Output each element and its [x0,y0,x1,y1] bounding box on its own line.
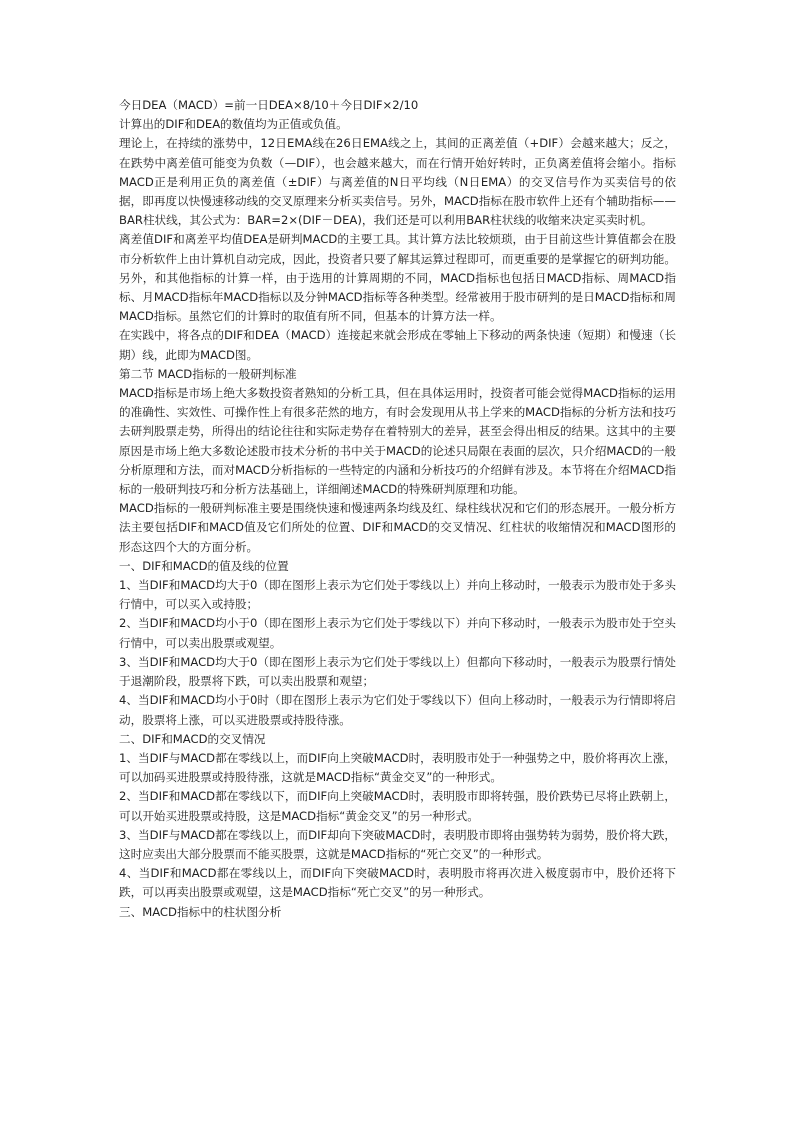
formula-line: 今日DEA（MACD）=前一日DEA×8/10＋今日DIF×2/10 [119,98,419,112]
list-item: 2、当DIF和MACD都在零线以下，而DIF向上突破MACD时，表明股市即将转强，股价跌势已尽将止跌朝上，可以开始买进股票或持股，这是MACD指标“黄金交叉”的另一种形式。 [119,789,676,823]
paragraph: 计算出的DIF和DEA的数值均为正值或负值。 [119,117,348,132]
paragraph: 在实践中，将各点的DIF和DEA（MACD）连接起来就会形成在零轴上下移动的两条快速（短期）和慢速（长期）线，此即为MACD图。 [119,328,676,362]
list-item: 1、当DIF与MACD都在零线以上，而DIF向上突破MACD时，表明股市处于一种强势之中，股价将再次上涨，可以加码买进股票或持股待涨，这就是MACD指标“黄金交叉”的一种形式。 [119,750,676,785]
list-item: 1、当DIF和MACD均大于0（即在图形上表示为它们处于零线以上）并向上移动时，一般表示为股市处于多头行情中，可以买入或持股； [119,578,676,612]
list-item: 3、当DIF和MACD均大于0（即在图形上表示为它们处于零线以上）但都向下移动时，一般表示为股票行情处于退潮阶段，股票将下跌，可以卖出股票和观望； [119,654,676,689]
paragraph: MACD指标的一般研判标准主要是围绕快速和慢速两条均线及红、绿柱线状况和它们的形态展开。一般分析方法主要包括DIF和MACD值及它们所处的位置、DIF和MACD的交叉情况、红柱状的收缩情况和MACD图形的形态这四个大的方面分析。 [119,501,676,554]
document-body [119,96,676,922]
list-item: 3、当DIF与MACD都在零线以上，而DIF却向下突破MACD时，表明股市即将由强势转为弱势，股价将大跌，这时应卖出大部分股票而不能买股票，这就是MACD指标的“死亡交叉”的一种形式。 [119,827,676,861]
paragraph: MACD指标是市场上绝大多数投资者熟知的分析工具，但在具体运用时，投资者可能会觉得MACD指标的运用的准确性、实效性、可操作性上有很多茫然的地方，有时会发现用从书上学来的MACD指标的分析方法和技巧去研判股票走势，所得出的结论往往和实际走势存在着特别大的差异，甚至会得出相反的结果。这其中的主要原因是市场上绝大多数论述股市技术分析的书中关于MACD的论述只局限在表面的层次，只介绍MACD的一般分析原理和方法，而对MACD分析指标的一些特定的内涵和分析技巧的介绍鲜有涉及。本节将在介绍MACD指标的一般研判技巧和分析方法基础上，详细阐述MACD的特殊研判原理和功能。 [119,386,676,497]
paragraph: 离差值DIF和离差平均值DEA是研判MACD的主要工具。其计算方法比较烦琐，由于目前这些计算值都会在股市分析软件上由计算机自动完成，因此，投资者只要了解其运算过程即可，而更重要的是掌握它的研判功能。另外，和其他指标的计算一样，由于选用的计算周期的不同，MACD指标也包括日MACD指标、周MACD指标、月MACD指标年MACD指标以及分钟MACD指标等各种类型。经常被用于股市研判的是日MACD指标和周MACD指标。虽然它们的计算时的取值有所不同，但基本的计算方法一样。 [119,232,676,324]
list-item: 4、当DIF和MACD均小于0时（即在图形上表示为它们处于零线以下）但向上移动时，一般表示为行情即将启动，股票将上涨，可以买进股票或持股待涨。 [119,693,676,727]
list-item: 4、当DIF和MACD都在零线以上，而DIF向下突破MACD时，表明股市将再次进入极度弱市中，股价还将下跌，可以再卖出股票或观望，这是MACD指标“死亡交叉”的另一种形式。 [119,866,676,900]
subsection-heading: 二、DIF和MACD的交叉情况 [119,731,266,746]
subsection-heading: 一、DIF和MACD的值及线的位置 [119,558,289,573]
section-heading: 第二节 MACD指标的一般研判标准 [119,366,297,381]
list-item: 2、当DIF和MACD均小于0（即在图形上表示为它们处于零线以下）并向下移动时，一般表示为股市处于空头行情中，可以卖出股票或观望。 [119,616,676,650]
paragraph: 理论上，在持续的涨势中，12日EMA线在26日EMA线之上，其间的正离差值（+DIF）会越来越大；反之，在跌势中离差值可能变为负数（—DIF），也会越来越大，而在行情开始好转时，正负离差值将会缩小。指标MACD正是利用正负的离差值（±DIF）与离差值的N日平均线（N日EMA）的交叉信号作为买卖信号的依据，即再度以快慢速移动线的交叉原理来分析买卖信号。另外，MACD指标在股市软件上还有个辅助指标——BAR柱状线，其公式为：BAR=2×(DIF－DEA)，我们还是可以利用BAR柱状线的收缩来决定买卖时机。 [119,136,676,228]
subsection-heading: 三、MACD指标中的柱状图分析 [119,904,282,919]
